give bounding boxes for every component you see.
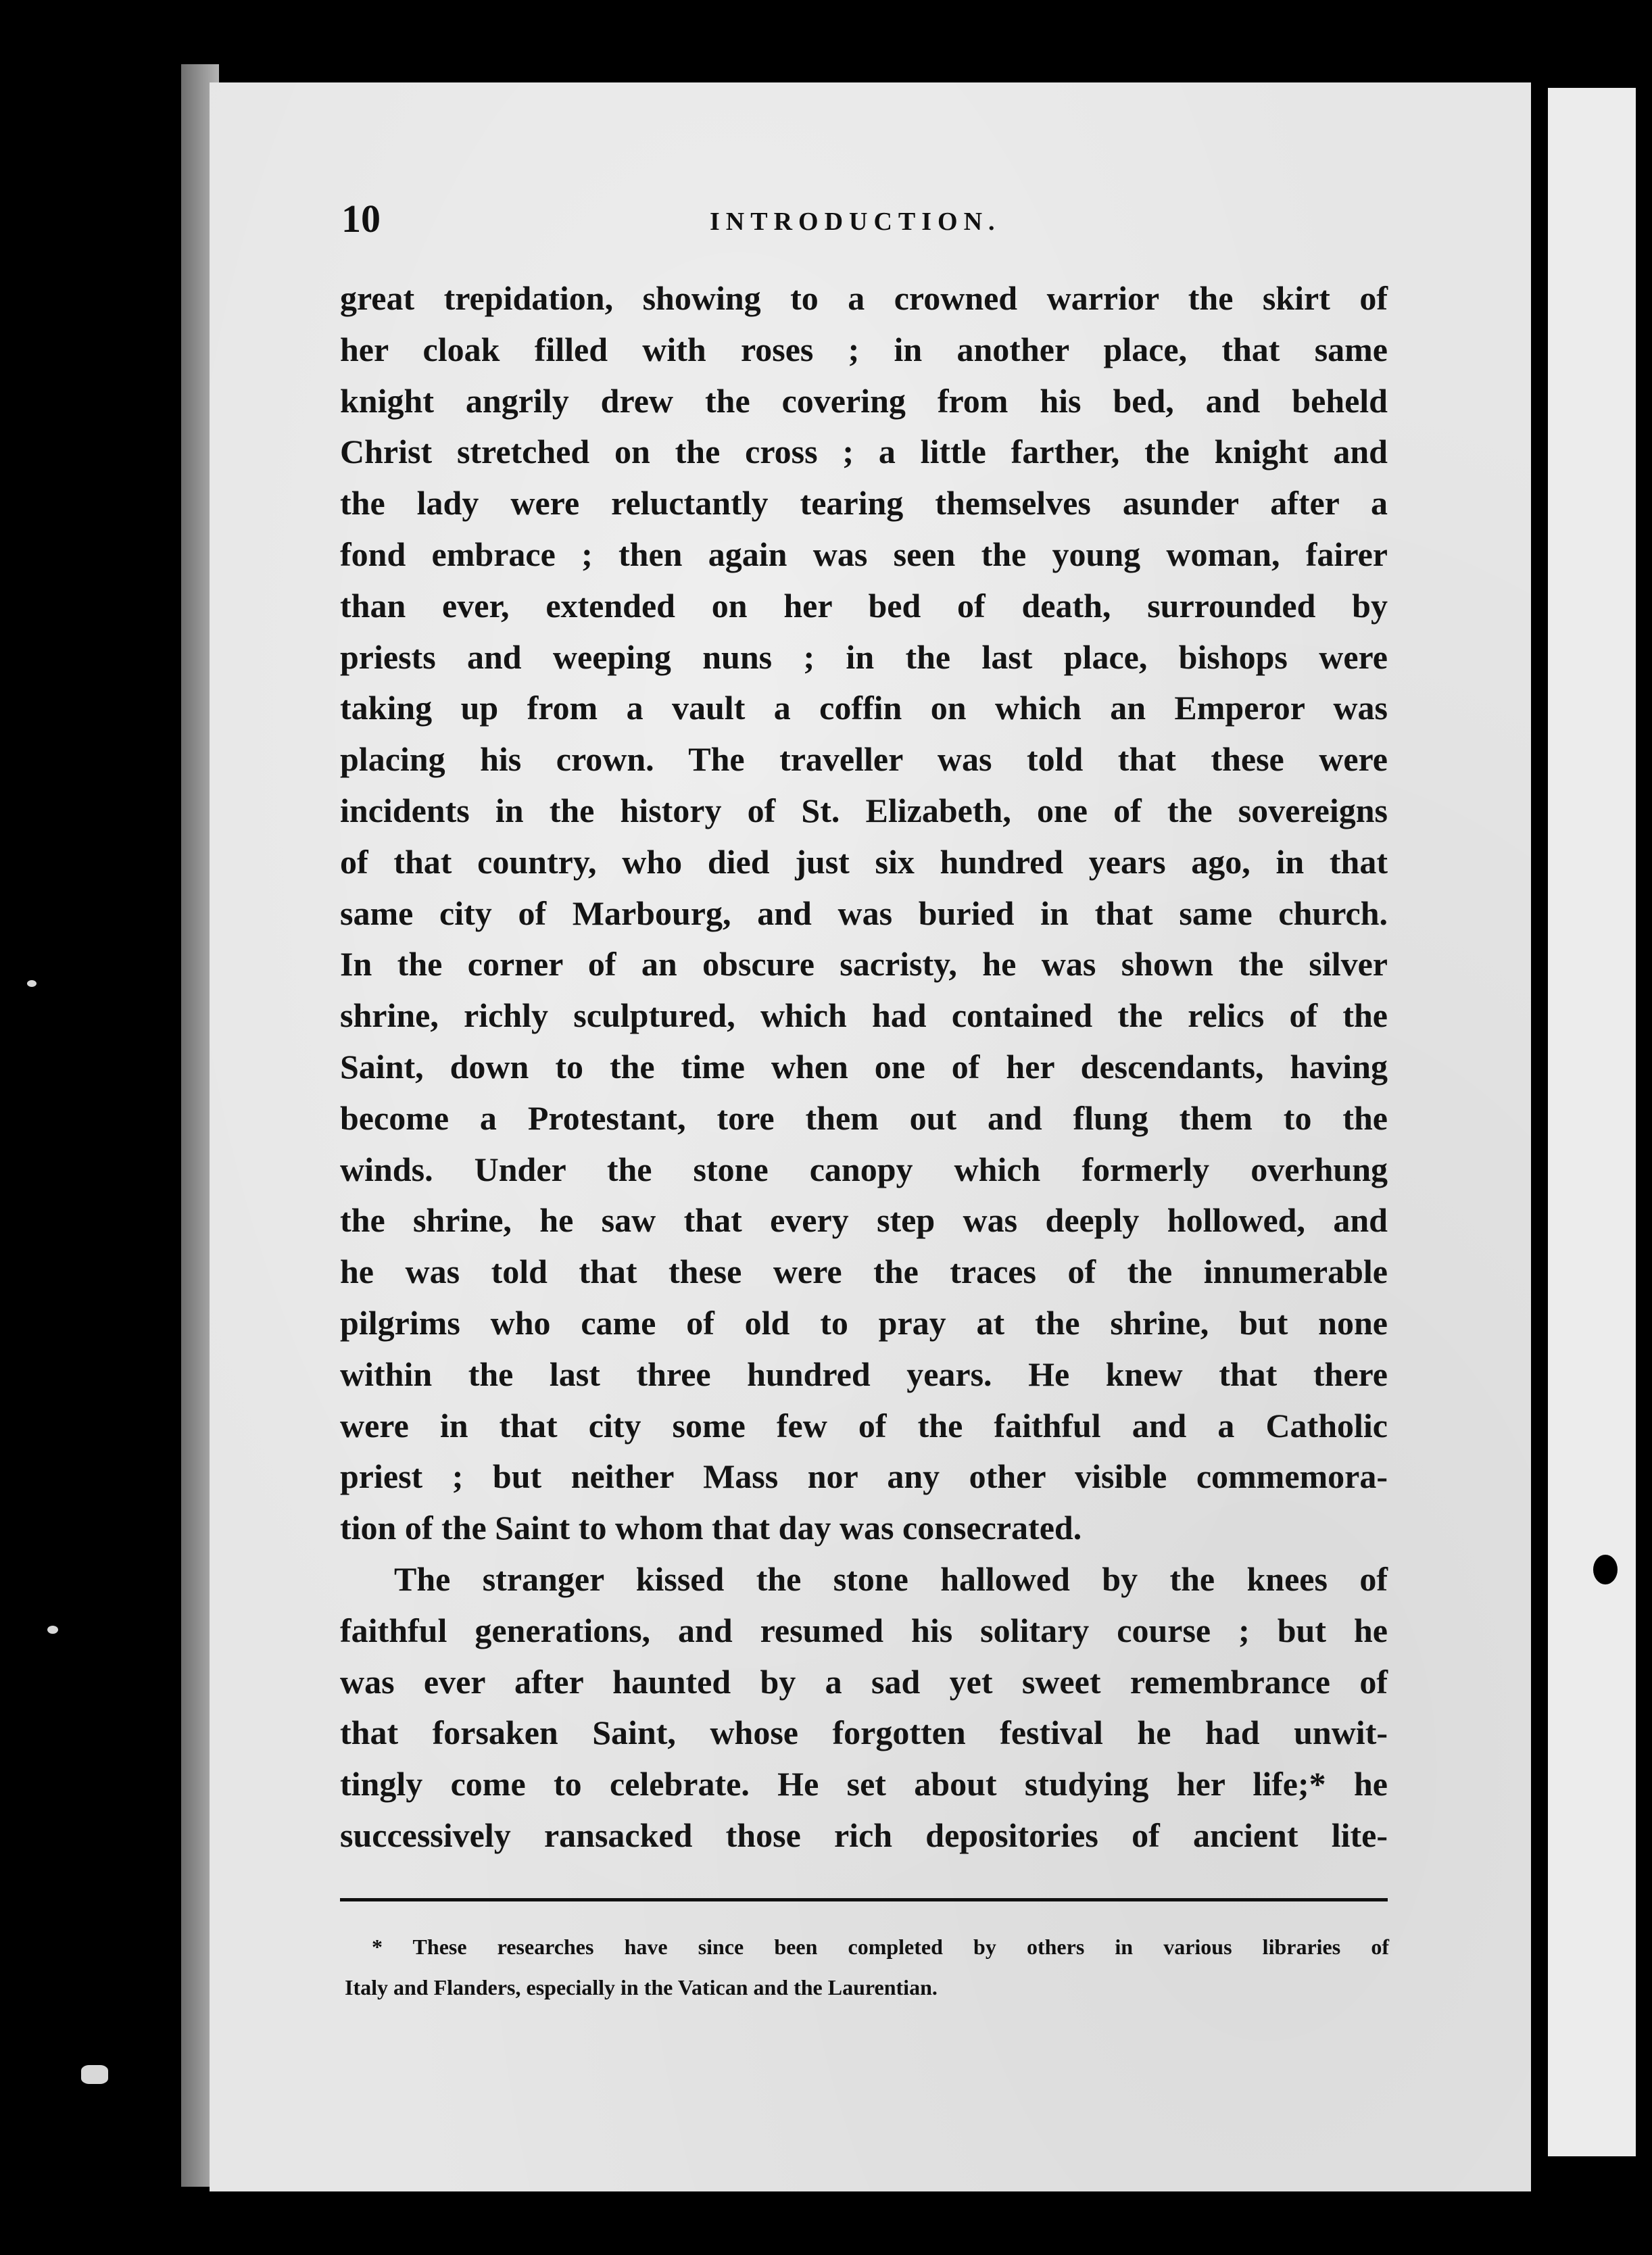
text-line: same city of Marbourg, and was buried in that same church. (340, 894, 1388, 932)
paragraph-start-line: The stranger kissed the stone hallowed by the knees of (394, 1559, 1388, 1598)
text-line: the lady were reluctantly tearing themselves asunder after a (340, 484, 1388, 523)
text-line: become a Protestant, tore them out and flung them to the (340, 1098, 1388, 1137)
text-line: fond embrace ; then again was seen the young woman, fairer (340, 535, 1388, 573)
text-line: were in that city some few of the faithful and a Catholic (340, 1406, 1388, 1445)
body-text (340, 273, 1388, 1862)
text-line: pilgrims who came of old to pray at the shrine, but none (340, 1303, 1388, 1342)
text-line: the shrine, he saw that every step was deeply hollowed, and (340, 1201, 1388, 1240)
text-line: than ever, extended on her bed of death, surrounded by (340, 586, 1388, 625)
text-line: knight angrily drew the covering from his bed, and beheld (340, 381, 1388, 420)
margin-dot-mark (1593, 1555, 1618, 1584)
text-line: of that country, who died just six hundred years ago, in that (340, 842, 1388, 881)
margin-speck (81, 2065, 108, 2084)
text-line: her cloak filled with roses ; in another place, that same (340, 330, 1388, 368)
running-head (341, 196, 1389, 243)
margin-speck (27, 980, 37, 987)
text-line: priests and weeping nuns ; in the last place, bishops were (340, 637, 1388, 676)
footnote-line: * These researches have since been completed by others in various libraries of (372, 1935, 1389, 1959)
chapter-title: INTRODUCTION. (710, 208, 1001, 236)
text-line: faithful generations, and resumed his solitary course ; but he (340, 1611, 1388, 1649)
page-number: 10 (341, 197, 381, 241)
text-line: In the corner of an obscure sacristy, he was shown the silver (340, 945, 1388, 984)
text-line: taking up from a vault a coffin on which an Emperor was (340, 689, 1388, 727)
text-line: placing his crown. The traveller was told that these were (340, 740, 1388, 779)
margin-speck (47, 1626, 58, 1634)
text-line: successively ransacked those rich depositories of ancient lite- (340, 1816, 1388, 1854)
text-line: shrine, richly sculptured, which had contained the relics of the (340, 996, 1388, 1035)
text-line: Christ stretched on the cross ; a little farther, the knight and (340, 433, 1388, 471)
text-line: within the last three hundred years. He knew that there (340, 1355, 1388, 1393)
paragraph-end-line: tion of the Saint to whom that day was consecrated. (340, 1509, 1082, 1547)
text-line: he was told that these were the traces of the innumerable (340, 1253, 1388, 1291)
footnote-line: Italy and Flanders, especially in the Vatican and the Laurentian. (345, 1975, 938, 1999)
text-line: incidents in the history of St. Elizabeth, one of the sovereigns (340, 791, 1388, 829)
text-line: priest ; but neither Mass nor any other visible commemora- (340, 1457, 1388, 1496)
text-line: Saint, down to the time when one of her descendants, having (340, 1047, 1388, 1086)
footnote-rule (340, 1898, 1388, 1901)
footnote (345, 1926, 1389, 2008)
facing-page-edge (1548, 88, 1636, 2156)
text-line: was ever after haunted by a sad yet sweet remembrance of (340, 1662, 1388, 1701)
text-line: great trepidation, showing to a crowned warrior the skirt of (340, 279, 1388, 317)
text-line: winds. Under the stone canopy which formerly overhung (340, 1150, 1388, 1188)
text-line: that forsaken Saint, whose forgotten festival he had unwit- (340, 1714, 1388, 1752)
text-line: tingly come to celebrate. He set about studying her life;* he (340, 1765, 1388, 1803)
